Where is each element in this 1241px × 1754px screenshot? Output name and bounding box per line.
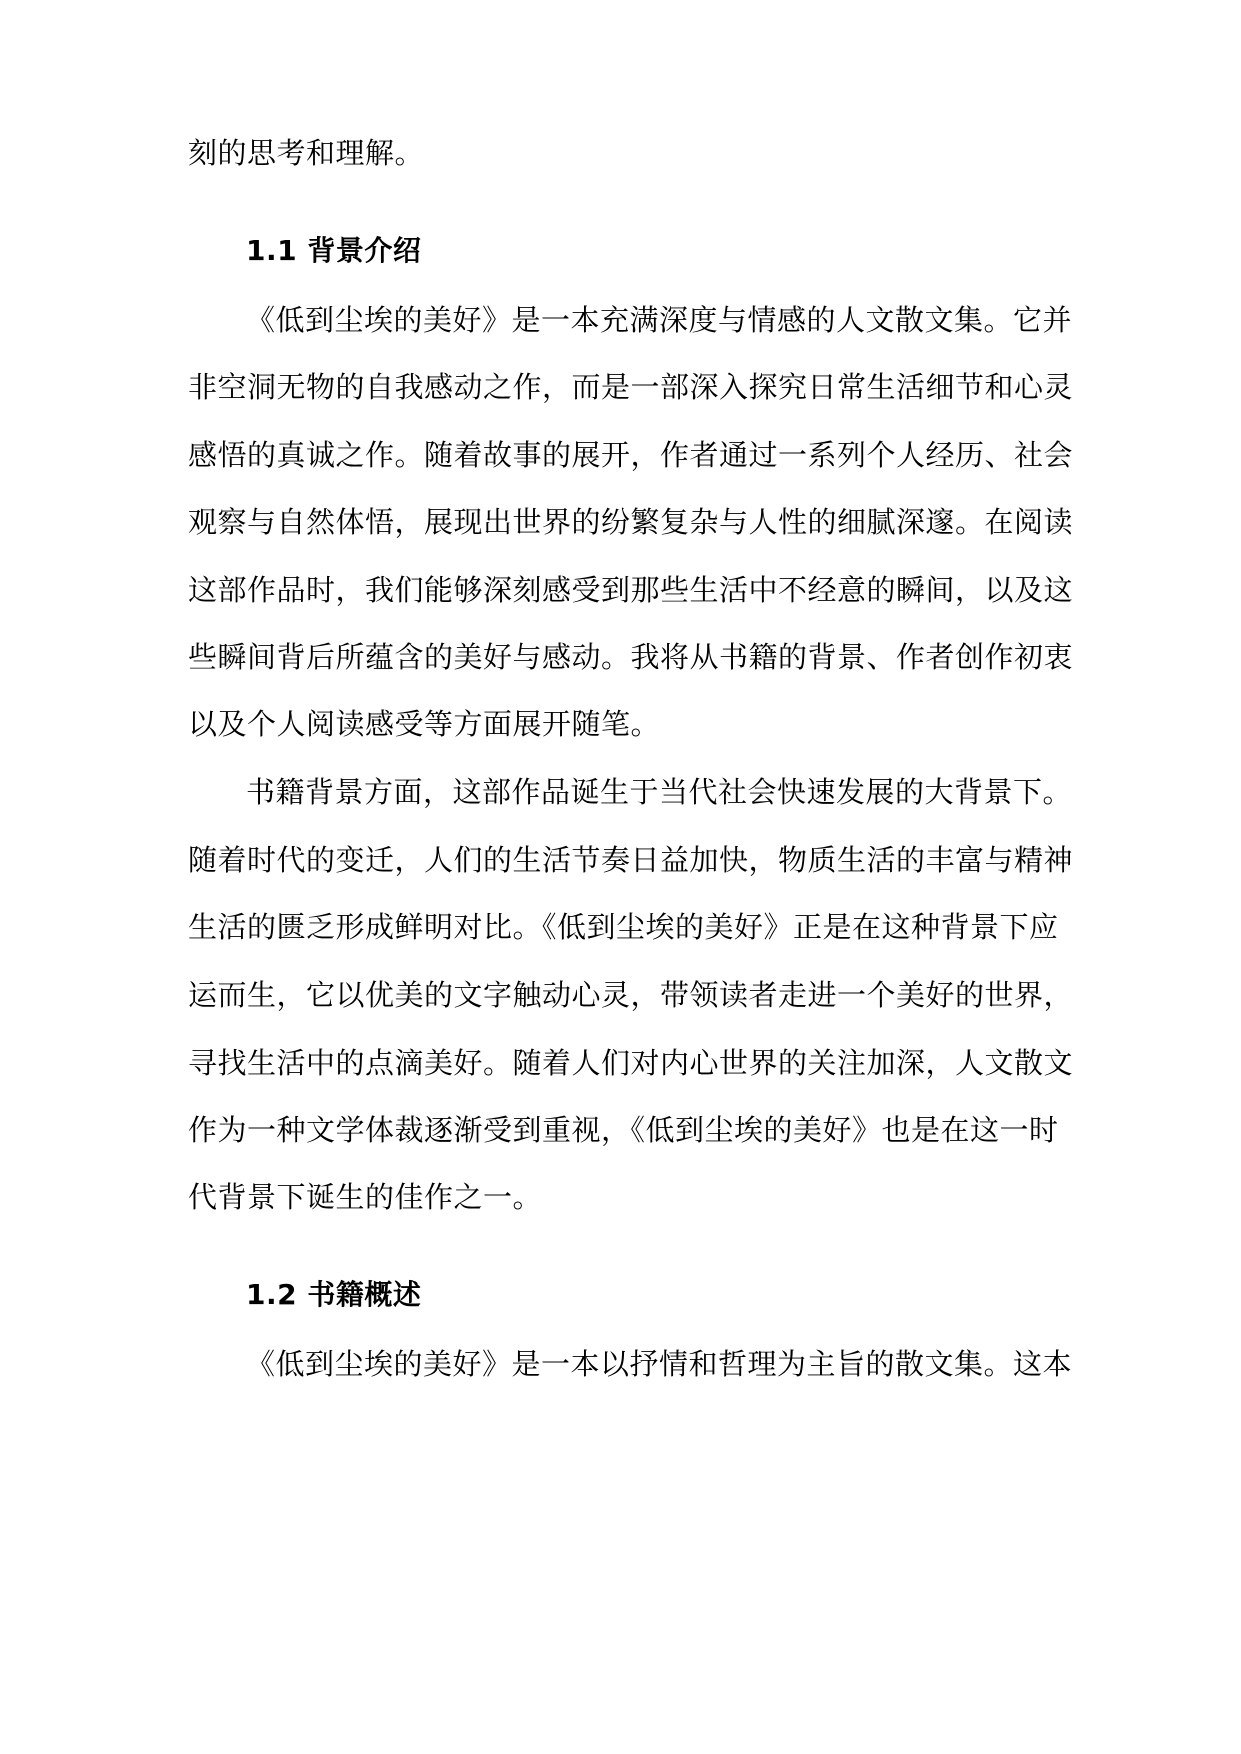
paragraph-line: 以及个人阅读感受等方面展开随笔。 bbox=[188, 707, 661, 741]
paragraph-line: 观察与自然体悟，展现出世界的纷繁复杂与人性的细腻深邃。在阅读 bbox=[188, 505, 1074, 539]
paragraph-line: 《低到尘埃的美好》是一本充满深度与情感的人文散文集。它并 bbox=[246, 303, 1073, 337]
intro-tail-line: 刻的思考和理解。 bbox=[188, 136, 425, 170]
paragraph-line: 些瞬间背后所蕴含的美好与感动。我将从书籍的背景、作者创作初衷 bbox=[188, 640, 1074, 674]
paragraph-line: 《低到尘埃的美好》是一本以抒情和哲理为主旨的散文集。这本 bbox=[246, 1347, 1073, 1381]
section-heading-1-1: 1.1 背景介绍 bbox=[246, 234, 422, 267]
section-heading-1-2: 1.2 书籍概述 bbox=[246, 1278, 422, 1311]
paragraph-line: 这部作品时，我们能够深刻感受到那些生活中不经意的瞬间，以及这 bbox=[188, 573, 1074, 607]
paragraph-line: 感悟的真诚之作。随着故事的展开，作者通过一系列个人经历、社会 bbox=[188, 438, 1074, 472]
paragraph-line: 代背景下诞生的佳作之一。 bbox=[188, 1180, 543, 1214]
paragraph-line: 寻找生活中的点滴美好。随着人们对内心世界的关注加深，人文散文 bbox=[188, 1046, 1074, 1080]
paragraph-line: 非空洞无物的自我感动之作，而是一部深入探究日常生活细节和心灵 bbox=[188, 370, 1074, 404]
paragraph-line: 运而生，它以优美的文字触动心灵，带领读者走进一个美好的世界， bbox=[188, 978, 1074, 1012]
paragraph-line: 作为一种文学体裁逐渐受到重视，《低到尘埃的美好》也是在这一时 bbox=[188, 1113, 1059, 1147]
paragraph-line: 书籍背景方面，这部作品诞生于当代社会快速发展的大背景下。 bbox=[246, 775, 1073, 809]
paragraph-line: 随着时代的变迁，人们的生活节奏日益加快，物质生活的丰富与精神 bbox=[188, 843, 1074, 877]
paragraph-line: 生活的匮乏形成鲜明对比。《低到尘埃的美好》正是在这种背景下应 bbox=[188, 910, 1059, 944]
